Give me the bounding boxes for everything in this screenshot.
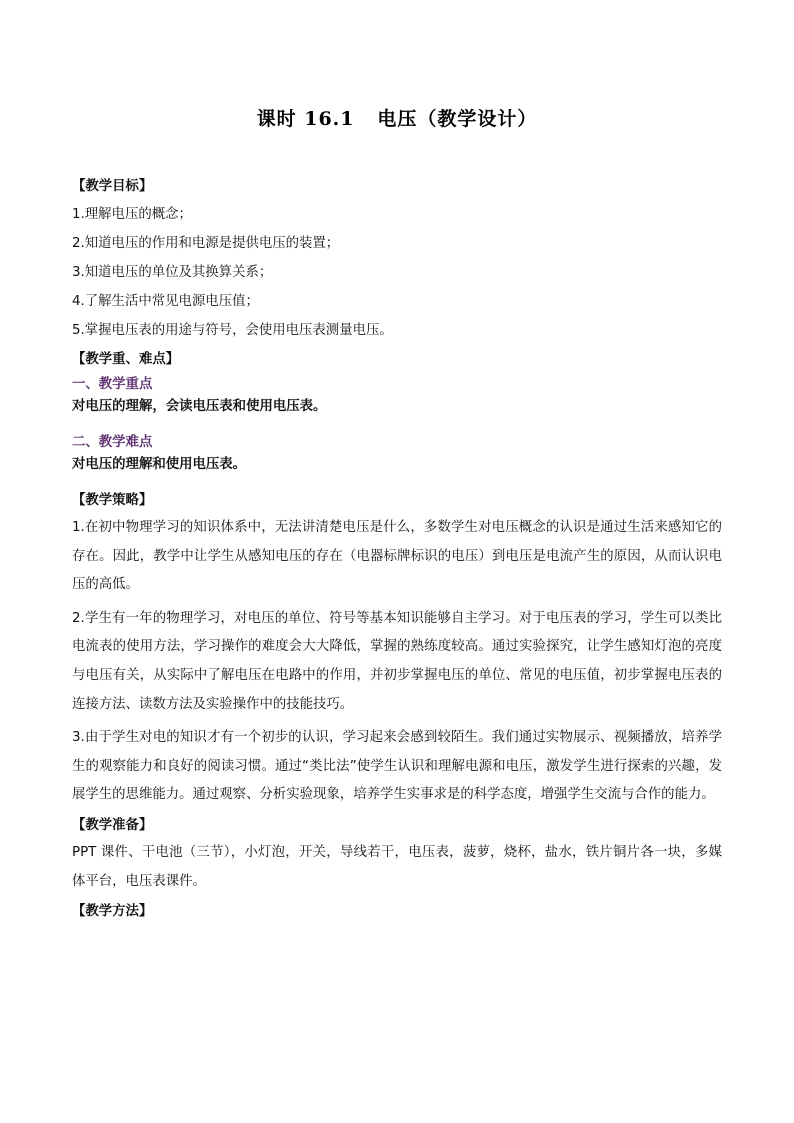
difficult-point-text: 对电压的理解和使用电压表。 [72, 457, 247, 472]
key-point-label: 一、教学重点 [72, 377, 153, 392]
strategy-paragraph: 1.在初中物理学习的知识体系中，无法讲清楚电压是什么，多数学生对电压概念的认识是通过生活来感知它的存在。因此，教学中让学生从感知电压的存在（电器标牌标识的电压）到电压是电流产生的原因，从而认识电压的高低。 [72, 520, 722, 593]
strategy-heading: 【教学策略】 [72, 493, 153, 508]
strategy-paragraph: 3.由于学生对电的知识才有一个初步的认识，学习起来会感到较陌生。我们通过实物展示、视频播放，培养学生的观察能力和良好的阅读习惯。通过“类比法”使学生认识和理解电源和电压，激发学生进行探索的兴趣，发展学生的思维能力。通过观察、分析实验现象，培养学生实事求是的科学态度，增强学生交流与合作的能力。 [72, 730, 722, 803]
key-points-heading: 【教学重、难点】 [72, 352, 180, 367]
objective-item: 3.知道电压的单位及其换算关系； [72, 265, 273, 280]
strategy-paragraph: 2.学生有一年的物理学习，对电压的单位、符号等基本知识能够自主学习。对于电压表的学习，学生可以类比电流表的使用方法，学习操作的难度会大大降低，掌握的熟练度较高。通过实验探究，让学生感知灯泡的亮度与电压有关，从实际中了解电压在电路中的作用，并初步掌握电压的单位、常见的电压值，初步掌握电压表的连接方法、读数方法及实验操作中的技能技巧。 [72, 610, 722, 712]
difficult-point-label: 二、教学难点 [72, 435, 153, 450]
method-heading: 【教学方法】 [72, 904, 153, 920]
document-body [72, 176, 722, 923]
key-point-text: 对电压的理解，会读电压表和使用电压表。 [72, 399, 327, 414]
preparation-text: PPT 课件、干电池（三节），小灯泡，开关，导线若干，电压表，菠萝，烧杯，盐水，铁片铜片各一块，多媒体平台，电压表课件。 [72, 844, 722, 889]
objectives-heading: 【教学目标】 [72, 179, 153, 194]
objective-item: 1.理解电压的概念； [72, 207, 192, 222]
objective-item: 2.知道电压的作用和电源是提供电压的装置； [72, 236, 340, 251]
preparation-heading: 【教学准备】 [72, 817, 153, 833]
page-title: 课时 16.1 电压（教学设计） [256, 108, 538, 130]
objective-item: 4.了解生活中常见电源电压值； [72, 294, 259, 309]
objective-item: 5.掌握电压表的用途与符号，会使用电压表测量电压。 [72, 323, 393, 338]
